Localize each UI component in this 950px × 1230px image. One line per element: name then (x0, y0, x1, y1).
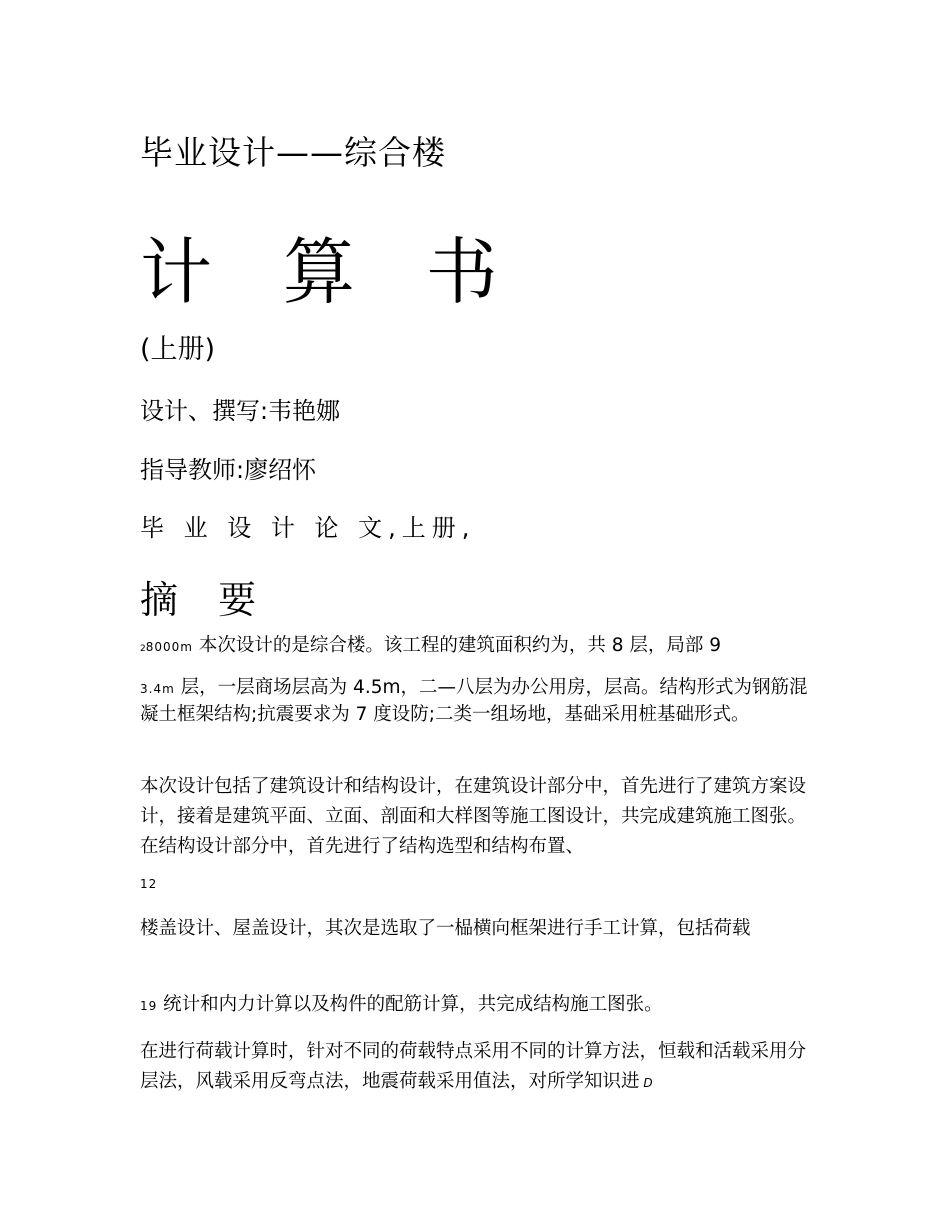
drawing-count-12: 12 (140, 877, 158, 891)
floor-height-value: 3.4m (140, 682, 175, 696)
abstract-paragraph-2-text: 层，一层商场层高为 4.5m，二—八层为办公用房，层高。结构形式为钢筋混凝土框架结构;抗震要求为 7 度设防;二类一组场地，基础采用桩基础形式。 (140, 677, 808, 725)
abstract-paragraph-1 (140, 631, 812, 664)
abstract-paragraph-3: 本次设计包括了建筑设计和结构设计，在建筑设计部分中，首先进行了建筑方案设计，接着是建筑平面、立面、剖面和大样图等施工图设计，共完成建筑施工图张。在结构设计部分中，首先进行了结构选型和结构布置、 (140, 776, 807, 857)
drawing-count-19: 19 (140, 999, 158, 1013)
advisor-line: 指导教师:廖绍怀 (140, 456, 317, 484)
abstract-paragraph-7-text: 在进行荷载计算时，针对不同的荷载特点采用不同的计算方法，恒载和活载采用分层法，风载采用反弯点法，地震荷载采用值法，对所学知识进 (140, 1041, 807, 1092)
main-title: 计 算 书 (140, 230, 522, 314)
abstract-paragraph-5: 楼盖设计、屋盖设计，其次是选取了一榀横向框架进行手工计算，包括荷载 (140, 918, 751, 939)
keywords-line: 毕 业 设 计 论 文,上册, (140, 514, 476, 542)
abstract-paragraph-1-text: 本次设计的是综合楼。该工程的建筑面积约为，共 8 层，局部 9 (192, 635, 722, 656)
abstract-paragraph-6-text: 统计和内力计算以及构件的配筋计算，共完成结构施工图张。 (157, 994, 663, 1015)
project-title: 毕业设计——综合楼 (140, 133, 446, 172)
abstract-heading: 摘 要 (140, 578, 271, 622)
area-superscript: 2 (140, 644, 146, 654)
abstract-paragraph-7-tail: D (639, 1076, 653, 1090)
abstract-paragraph-2 (140, 675, 812, 728)
author-line: 设计、撰写:韦艳娜 (140, 397, 341, 425)
abstract-paragraph-7 (140, 1037, 812, 1098)
volume-label: (上册) (140, 334, 216, 365)
abstract-paragraph-6 (140, 990, 812, 1021)
area-value: 8000m (145, 640, 193, 654)
